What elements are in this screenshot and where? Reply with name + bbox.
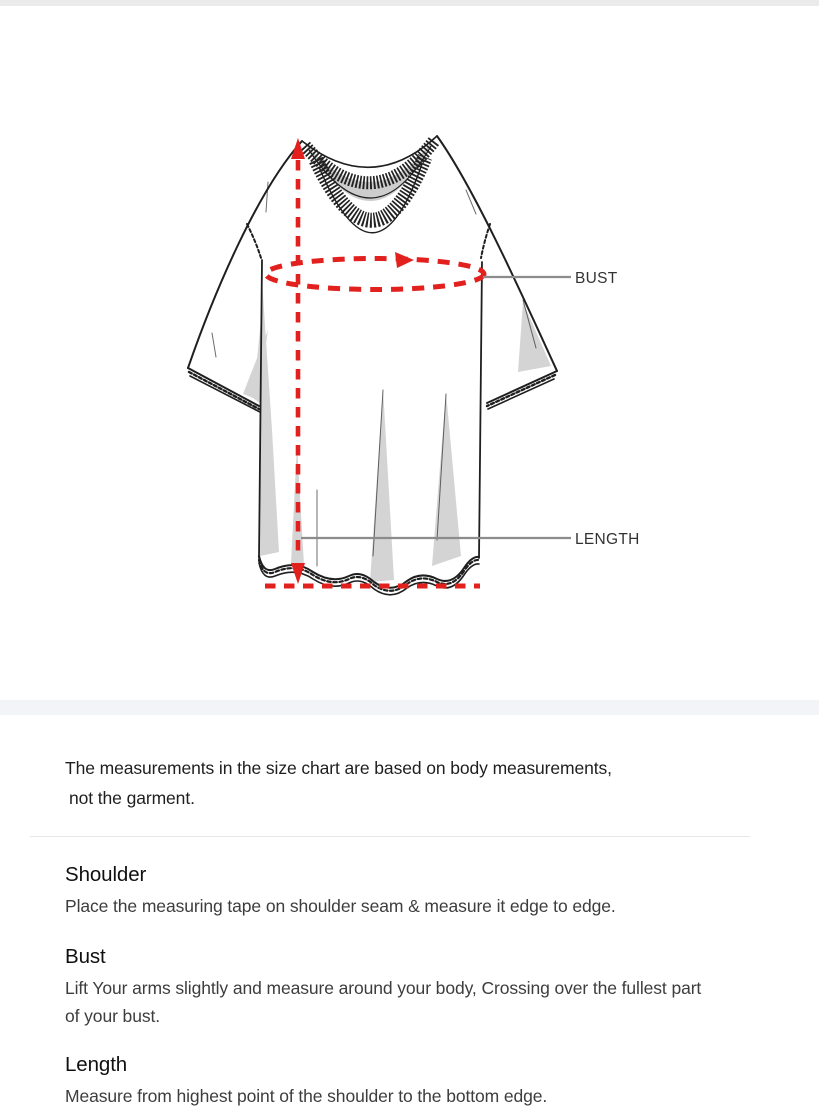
tshirt-silhouette — [188, 136, 557, 595]
section-title: Bust — [65, 945, 106, 968]
bust-label: BUST — [575, 270, 618, 287]
note-line-2: not the garment. — [69, 788, 195, 808]
section-title: Shoulder — [65, 863, 147, 886]
section-shoulder — [65, 862, 755, 920]
section-description: Lift Your arms slightly and measure around your body, Crossing over the fullest part of your bust. — [65, 978, 702, 1026]
measurement-note — [65, 753, 755, 813]
length-label: LENGTH — [575, 531, 640, 548]
section-description: Measure from highest point of the shoulder to the bottom edge. — [65, 1086, 548, 1106]
section-divider-band — [0, 700, 819, 715]
section-description: Place the measuring tape on shoulder seam & measure it edge to edge. — [65, 896, 616, 916]
horizontal-divider — [30, 836, 750, 837]
note-line-1: The measurements in the size chart are based on body measurements, — [65, 758, 612, 778]
section-bust — [65, 944, 755, 1030]
section-title: Length — [65, 1053, 128, 1076]
section-length — [65, 1052, 755, 1106]
